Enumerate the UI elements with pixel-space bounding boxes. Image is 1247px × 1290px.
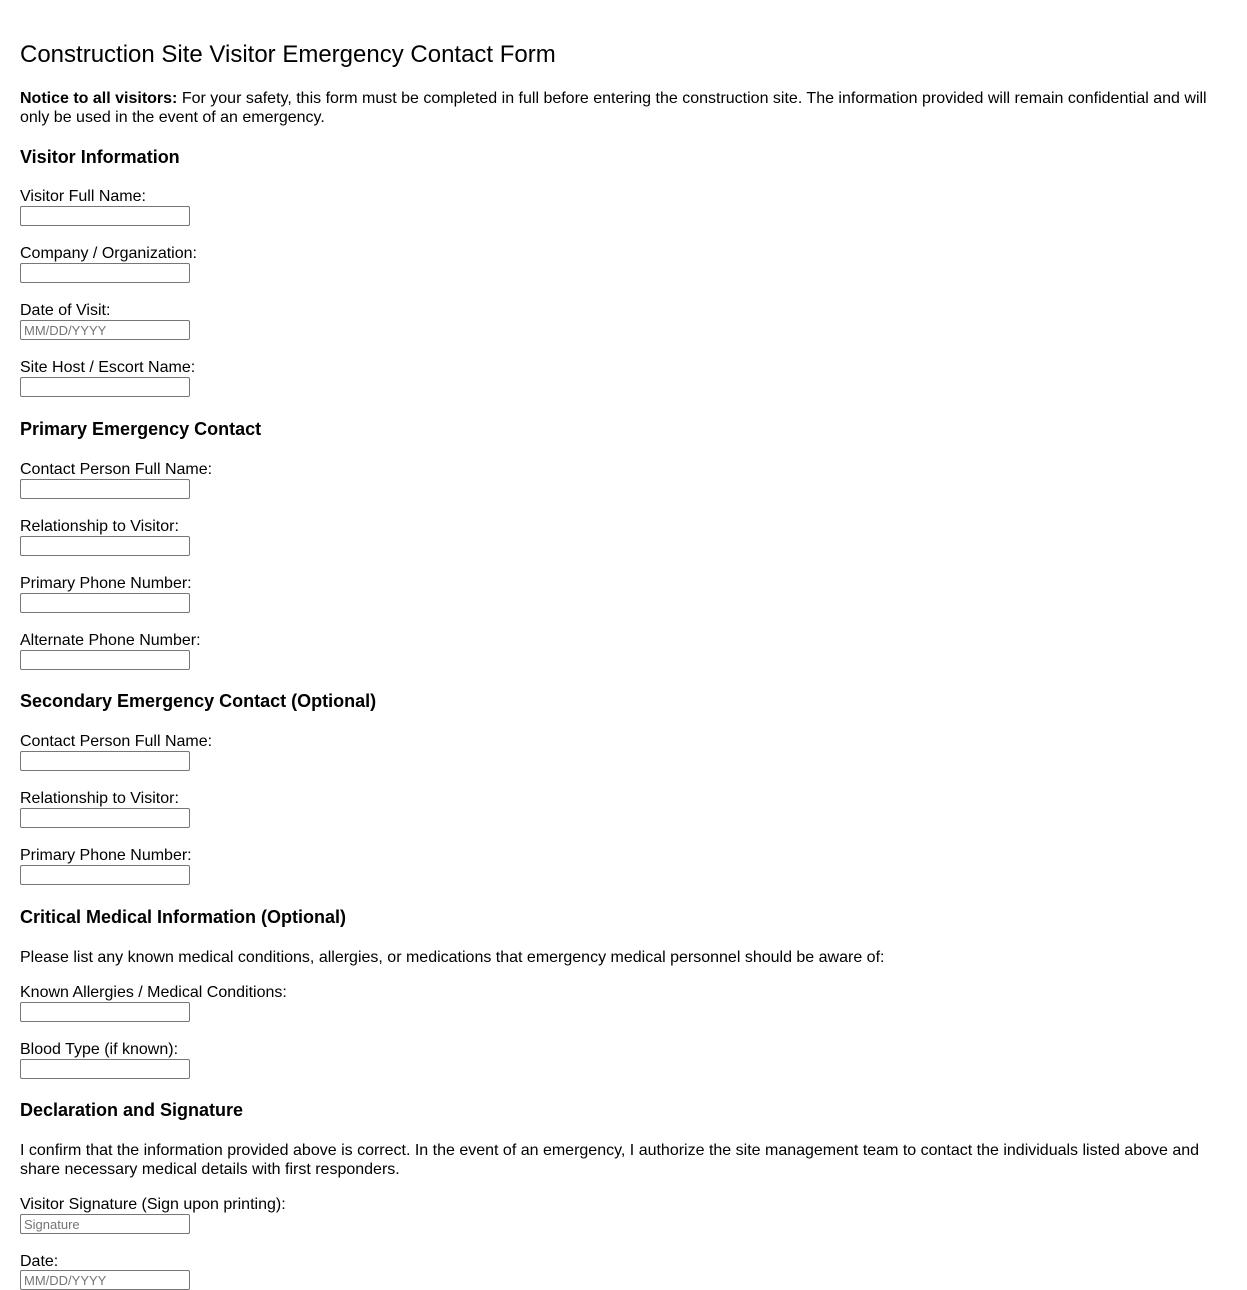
visit-date-input[interactable] [20, 320, 190, 340]
blood-type-input[interactable] [20, 1059, 190, 1079]
secondary-relationship-input[interactable] [20, 808, 190, 828]
primary-contact-name-input[interactable] [20, 479, 190, 499]
signature-label: Visitor Signature (Sign upon printing): [20, 1196, 286, 1213]
medical-intro-text: Please list any known medical conditions, allergies, or medications that emergency medical personnel should be aware of: [20, 949, 885, 966]
secondary-phone-input[interactable] [20, 865, 190, 885]
allergies-input[interactable] [20, 1002, 190, 1022]
section-heading-secondary-contact: Secondary Emergency Contact (Optional) [20, 691, 377, 711]
site-host-label: Site Host / Escort Name: [20, 359, 196, 376]
visitor-full-name-input[interactable] [20, 206, 190, 226]
company-label: Company / Organization: [20, 245, 197, 262]
section-heading-visitor: Visitor Information [20, 147, 180, 167]
primary-alt-phone-label: Alternate Phone Number: [20, 632, 201, 649]
page-title: Construction Site Visitor Emergency Contact Form [20, 41, 556, 68]
visit-date-label: Date of Visit: [20, 302, 111, 319]
primary-contact-name-label: Contact Person Full Name: [20, 461, 213, 478]
company-input[interactable] [20, 263, 190, 283]
primary-phone-input[interactable] [20, 593, 190, 613]
notice-lead: Notice to all visitors: [20, 90, 178, 107]
primary-alt-phone-input[interactable] [20, 650, 190, 670]
signature-date-label: Date: [20, 1253, 59, 1270]
secondary-phone-label: Primary Phone Number: [20, 847, 192, 864]
blood-type-label: Blood Type (if known): [20, 1041, 179, 1058]
signature-input[interactable] [20, 1214, 190, 1234]
primary-relationship-input[interactable] [20, 536, 190, 556]
signature-date-input[interactable] [20, 1270, 190, 1290]
visitor-full-name-label: Visitor Full Name: [20, 188, 146, 205]
primary-relationship-label: Relationship to Visitor: [20, 518, 179, 535]
secondary-relationship-label: Relationship to Visitor: [20, 790, 179, 807]
secondary-contact-name-label: Contact Person Full Name: [20, 733, 213, 750]
section-heading-declaration: Declaration and Signature [20, 1100, 244, 1120]
section-heading-medical: Critical Medical Information (Optional) [20, 907, 347, 927]
notice-text: For your safety, this form must be completed in full before entering the construction site. The information provided will remain confidential and will only be used in the event of an emergency. [20, 90, 1207, 126]
allergies-label: Known Allergies / Medical Conditions: [20, 984, 287, 1001]
notice-paragraph [20, 89, 1227, 127]
section-heading-primary-contact: Primary Emergency Contact [20, 419, 262, 439]
primary-phone-label: Primary Phone Number: [20, 575, 192, 592]
site-host-input[interactable] [20, 377, 190, 397]
secondary-contact-name-input[interactable] [20, 751, 190, 771]
declaration-text: I confirm that the information provided above is correct. In the event of an emergency, I authorize the site management team to contact the individuals listed above and share necessary medical details with first responders. [20, 1142, 1200, 1178]
